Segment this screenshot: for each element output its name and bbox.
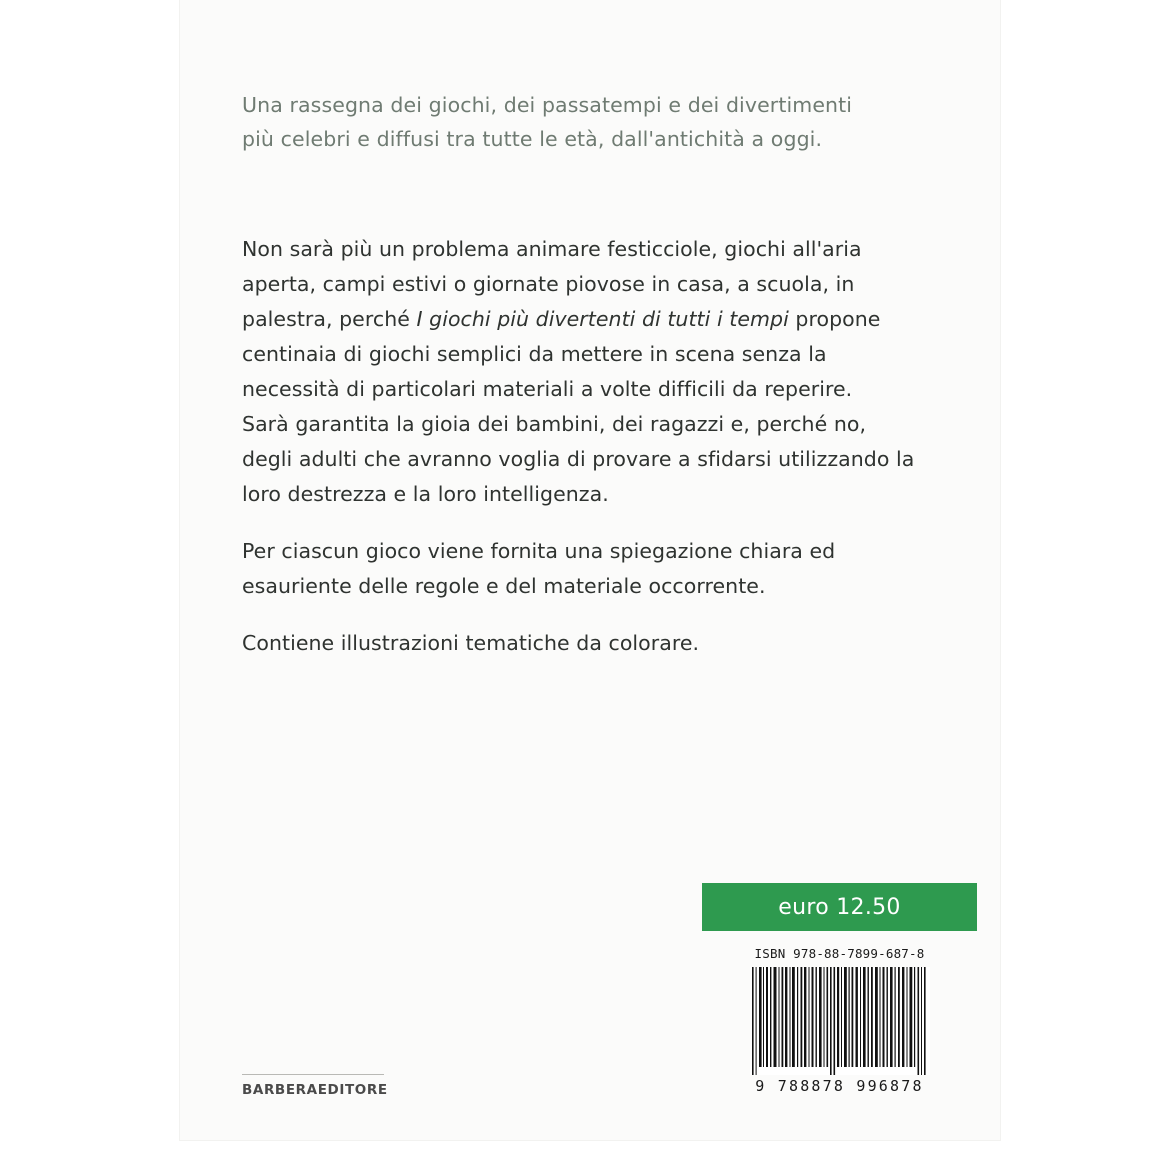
lead-blurb-text: Una rassegna dei giochi, dei passatempi e dei divertimenti più celebri e diffusi tra tutte le età, dall'antichità a oggi. (242, 93, 853, 151)
book-back-cover (180, 0, 1000, 1140)
cover-body-copy (242, 232, 922, 683)
publisher-divider (242, 1074, 384, 1075)
barcode-image (750, 967, 930, 1075)
paragraph-main (242, 232, 922, 407)
isbn-label: ISBN 978-88-7899-687-8 (754, 946, 925, 961)
publisher-logo-text: BARBERAEDITORE (242, 1082, 388, 1098)
price-badge: euro 12.50 (702, 883, 977, 931)
paragraph-explanation: Per ciascun gioco viene fornita una spiegazione chiara ed esauriente delle regole e del materiale occorrente. (242, 539, 836, 598)
paragraph-main-pre: Non sarà più un problema animare festicciole, giochi all'aria aperta, campi estivi o giornate piovose in casa, a scuola, in palestra, perché (242, 237, 862, 331)
barcode-block (737, 946, 942, 1095)
cover-content (242, 0, 948, 1140)
paragraph-main-post: propone centinaia di giochi semplici da mettere in scena senza la necessità di particolari materiali a volte difficili da reperire. (242, 307, 881, 401)
paragraph-illustrations: Contiene illustrazioni tematiche da colorare. (242, 631, 700, 655)
book-title-italic: I giochi più divertenti di tutti i tempi (416, 307, 789, 331)
barcode-digits: 9 788878 996878 (755, 1077, 924, 1095)
paragraph-joy: Sarà garantita la gioia dei bambini, dei ragazzi e, perché no, degli adulti che avranno voglia di provare a sfidarsi utilizzando la loro destrezza e la loro intelligenza. (242, 412, 915, 506)
